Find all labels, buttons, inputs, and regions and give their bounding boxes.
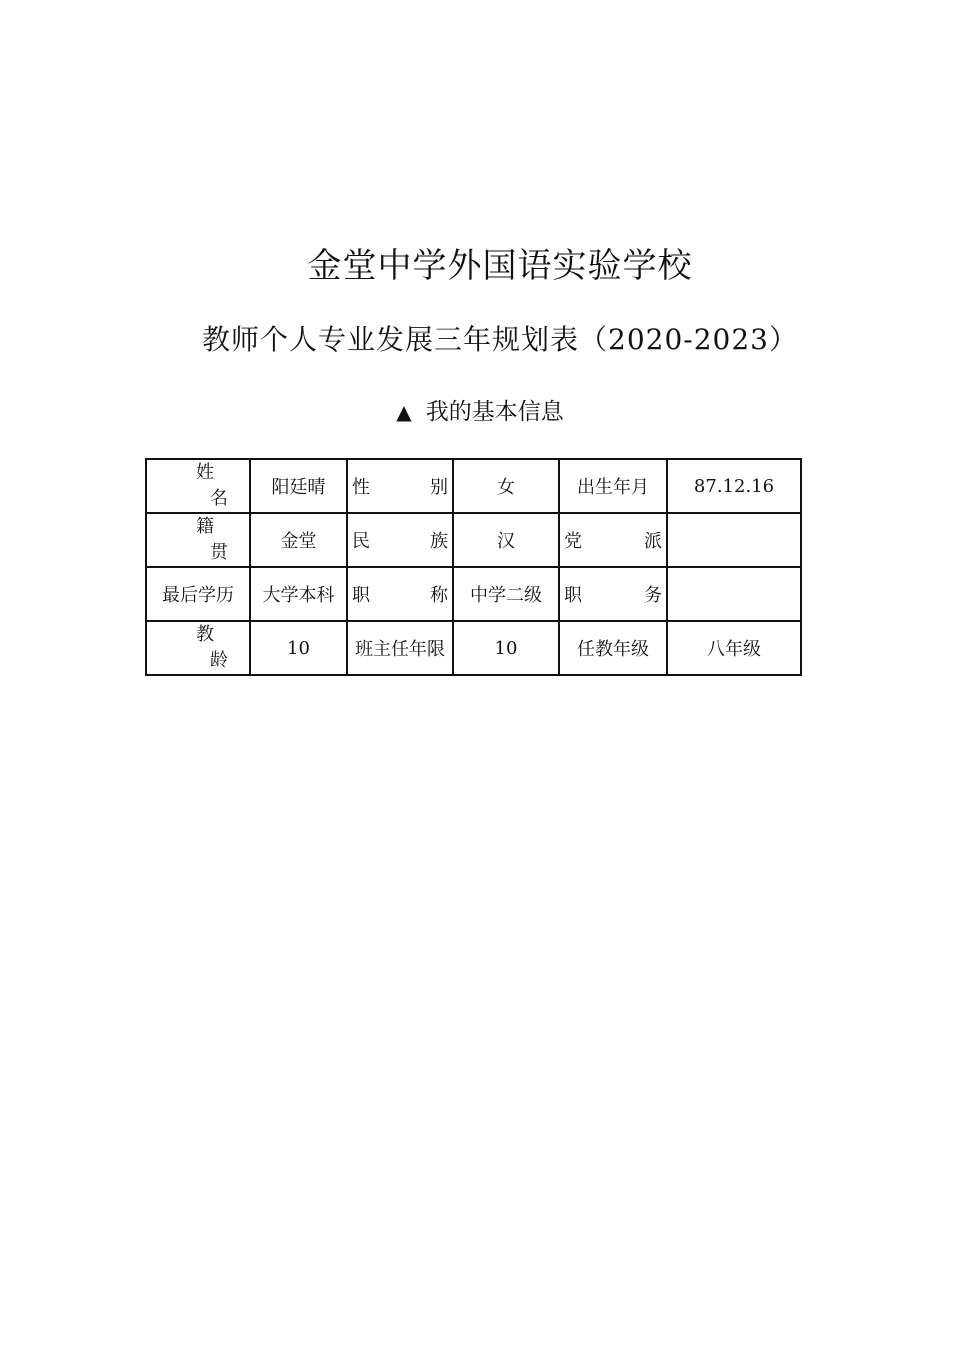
- value-birth: 87.12.16: [667, 459, 801, 513]
- value-native-place: 金堂: [250, 513, 347, 567]
- label-professional-title: 职 称: [347, 567, 453, 621]
- value-head-teacher-years: 10: [453, 621, 559, 675]
- label-name: 姓 名: [146, 459, 250, 513]
- value-education: 大学本科: [250, 567, 347, 621]
- label-gender: 性 别: [347, 459, 453, 513]
- label-ethnicity: 民 族: [347, 513, 453, 567]
- table-row: [146, 621, 801, 675]
- table-row: [146, 513, 801, 567]
- label-party: 党 派: [559, 513, 667, 567]
- label-education: 最后学历: [146, 567, 250, 621]
- value-gender: 女: [453, 459, 559, 513]
- table-row: [146, 567, 801, 621]
- label-birth: 出生年月: [559, 459, 667, 513]
- value-teaching-years: 10: [250, 621, 347, 675]
- label-native-place: 籍 贯: [146, 513, 250, 567]
- label-teaching-years: 教 龄: [146, 621, 250, 675]
- table-row: [146, 459, 801, 513]
- section-title: 我的基本信息: [425, 399, 564, 425]
- section-heading: [0, 393, 960, 426]
- value-grade-taught: 八年级: [667, 621, 801, 675]
- value-party: [667, 513, 801, 567]
- plan-title: 教师个人专业发展三年规划表（2020-2023）: [202, 323, 798, 356]
- value-professional-title: 中学二级: [453, 567, 559, 621]
- label-grade-taught: 任教年级: [559, 621, 667, 675]
- label-head-teacher-years: 班主任年限: [347, 621, 453, 675]
- triangle-icon: ▲: [396, 400, 412, 424]
- value-name: 阳廷晴: [250, 459, 347, 513]
- basic-info-table: [145, 458, 802, 676]
- label-position: 职 务: [559, 567, 667, 621]
- value-position: [667, 567, 801, 621]
- value-ethnicity: 汉: [453, 513, 559, 567]
- school-title: 金堂中学外国语实验学校: [307, 246, 693, 286]
